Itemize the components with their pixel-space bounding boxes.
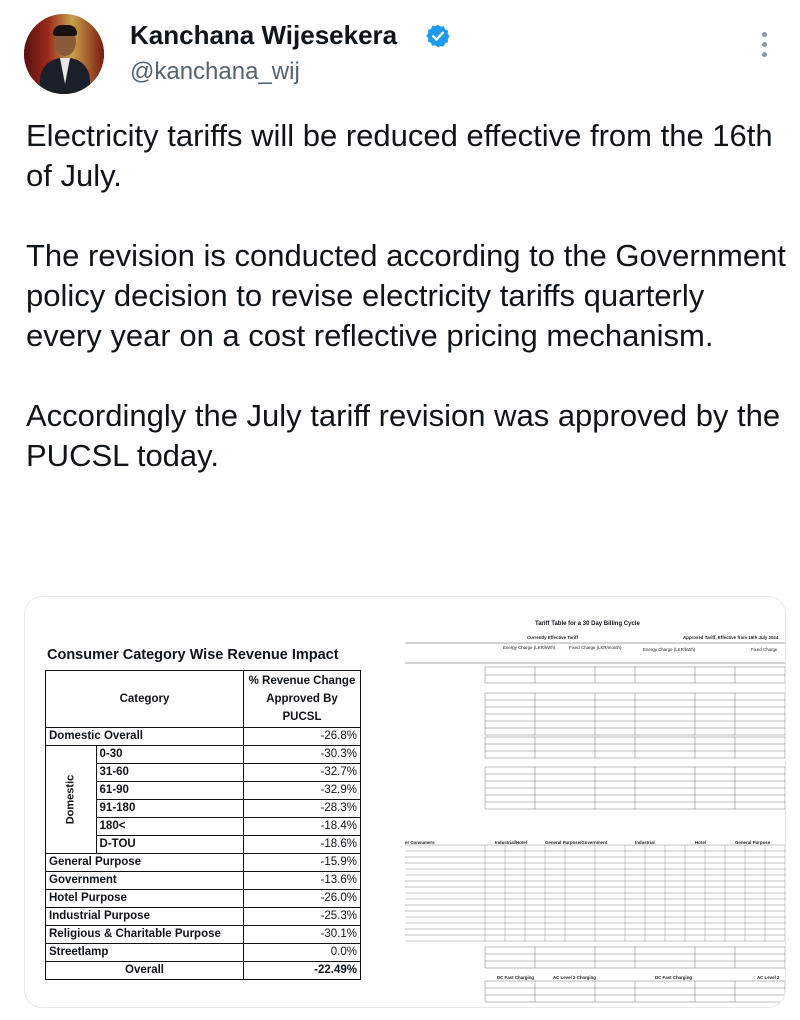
- author-handle[interactable]: @kanchana_wij: [130, 58, 300, 85]
- ev-ac-approved: AC Level 2: [757, 975, 780, 980]
- row-label: 180<: [96, 818, 243, 836]
- group-hotel: Hotel: [695, 840, 706, 845]
- row-value: -13.6%: [244, 872, 361, 890]
- tweet-paragraph: Accordingly the July tariff revision was approved by the PUCSL today.: [26, 398, 781, 473]
- row-label: 31-60: [96, 764, 243, 782]
- row-value: -26.8%: [244, 728, 361, 746]
- revenue-impact-image[interactable]: [25, 597, 403, 1007]
- header-category: Category: [46, 671, 244, 728]
- col-energy: Energy Charge (LKR/kWh): [503, 645, 556, 650]
- row-label: Domestic Overall: [46, 728, 244, 746]
- row-value: -32.9%: [244, 782, 361, 800]
- row-value: -28.3%: [244, 800, 361, 818]
- tweet-text: [26, 116, 786, 516]
- current-tariff-header: Currently Effective Tariff: [527, 635, 578, 640]
- row-value: -30.3%: [244, 746, 361, 764]
- ev-dc: DC Fast Charging: [497, 975, 535, 980]
- ev-ac2: AC Level 2 Charging: [553, 975, 596, 980]
- row-value: -30.1%: [244, 926, 361, 944]
- col-energy-approved: Energy Charge (LKR/kWh): [643, 647, 696, 652]
- revenue-impact-table: [45, 670, 361, 980]
- verified-badge-icon: [425, 23, 451, 49]
- col-fixed: Fixed Charge (LKR/month): [569, 645, 622, 650]
- row-label: Streetlamp: [46, 944, 244, 962]
- row-label: 91-180: [96, 800, 243, 818]
- row-label: D-TOU: [96, 836, 243, 854]
- row-value: 0.0%: [244, 944, 361, 962]
- tweet-media: [24, 596, 786, 1008]
- tariff-table-title: Tariff Table for a 30 Day Billing Cycle: [535, 621, 640, 627]
- header-change: % Revenue Change Approved By PUCSL: [244, 671, 361, 728]
- row-label: 61-90: [96, 782, 243, 800]
- row-label: Government: [46, 872, 244, 890]
- row-label: 0-30: [96, 746, 243, 764]
- group-industrial: Industrial: [635, 840, 655, 845]
- row-value: -26.0%: [244, 890, 361, 908]
- row-value: -25.3%: [244, 908, 361, 926]
- tweet-paragraph: Electricity tariffs will be reduced effective from the 16th of July.: [26, 118, 773, 193]
- row-label: Industrial Purpose: [46, 908, 244, 926]
- group-gp: General Purpose: [735, 840, 771, 845]
- row-label: General Purpose: [46, 854, 244, 872]
- tariff-grid: [405, 597, 785, 1007]
- overall-label: Overall: [46, 962, 244, 980]
- approved-tariff-header: Approved Tariff, Effective from 16th July 2024: [683, 635, 779, 640]
- domestic-group-label: Domestic: [46, 746, 97, 854]
- ev-dc-approved: DC Fast Charging: [655, 975, 693, 980]
- group-industrial-hotel: Industrial/Hotel: [495, 840, 527, 845]
- row-value: -18.4%: [244, 818, 361, 836]
- revenue-impact-title: Consumer Category Wise Revenue Impact: [47, 647, 339, 663]
- more-options-icon[interactable]: [756, 32, 772, 62]
- col-fixed-approved: Fixed Charge: [751, 647, 778, 652]
- row-label: Hotel Purpose: [46, 890, 244, 908]
- group-gp-gov: General Purpose/Government: [545, 840, 608, 845]
- row-value: -15.9%: [244, 854, 361, 872]
- overall-value: -22.49%: [244, 962, 361, 980]
- tweet-paragraph: The revision is conducted according to the Government policy decision to revise electricity tariffs quarterly every year on a cost reflective pricing mechanism.: [26, 238, 786, 353]
- section-consumers: er Consumers: [405, 840, 435, 845]
- avatar[interactable]: [24, 14, 104, 94]
- author-name[interactable]: Kanchana Wijesekera: [130, 20, 398, 50]
- tariff-table-image[interactable]: [405, 597, 785, 1007]
- tweet-header: [0, 0, 800, 100]
- row-value: -18.6%: [244, 836, 361, 854]
- row-label: Religious & Charitable Purpose: [46, 926, 244, 944]
- row-value: -32.7%: [244, 764, 361, 782]
